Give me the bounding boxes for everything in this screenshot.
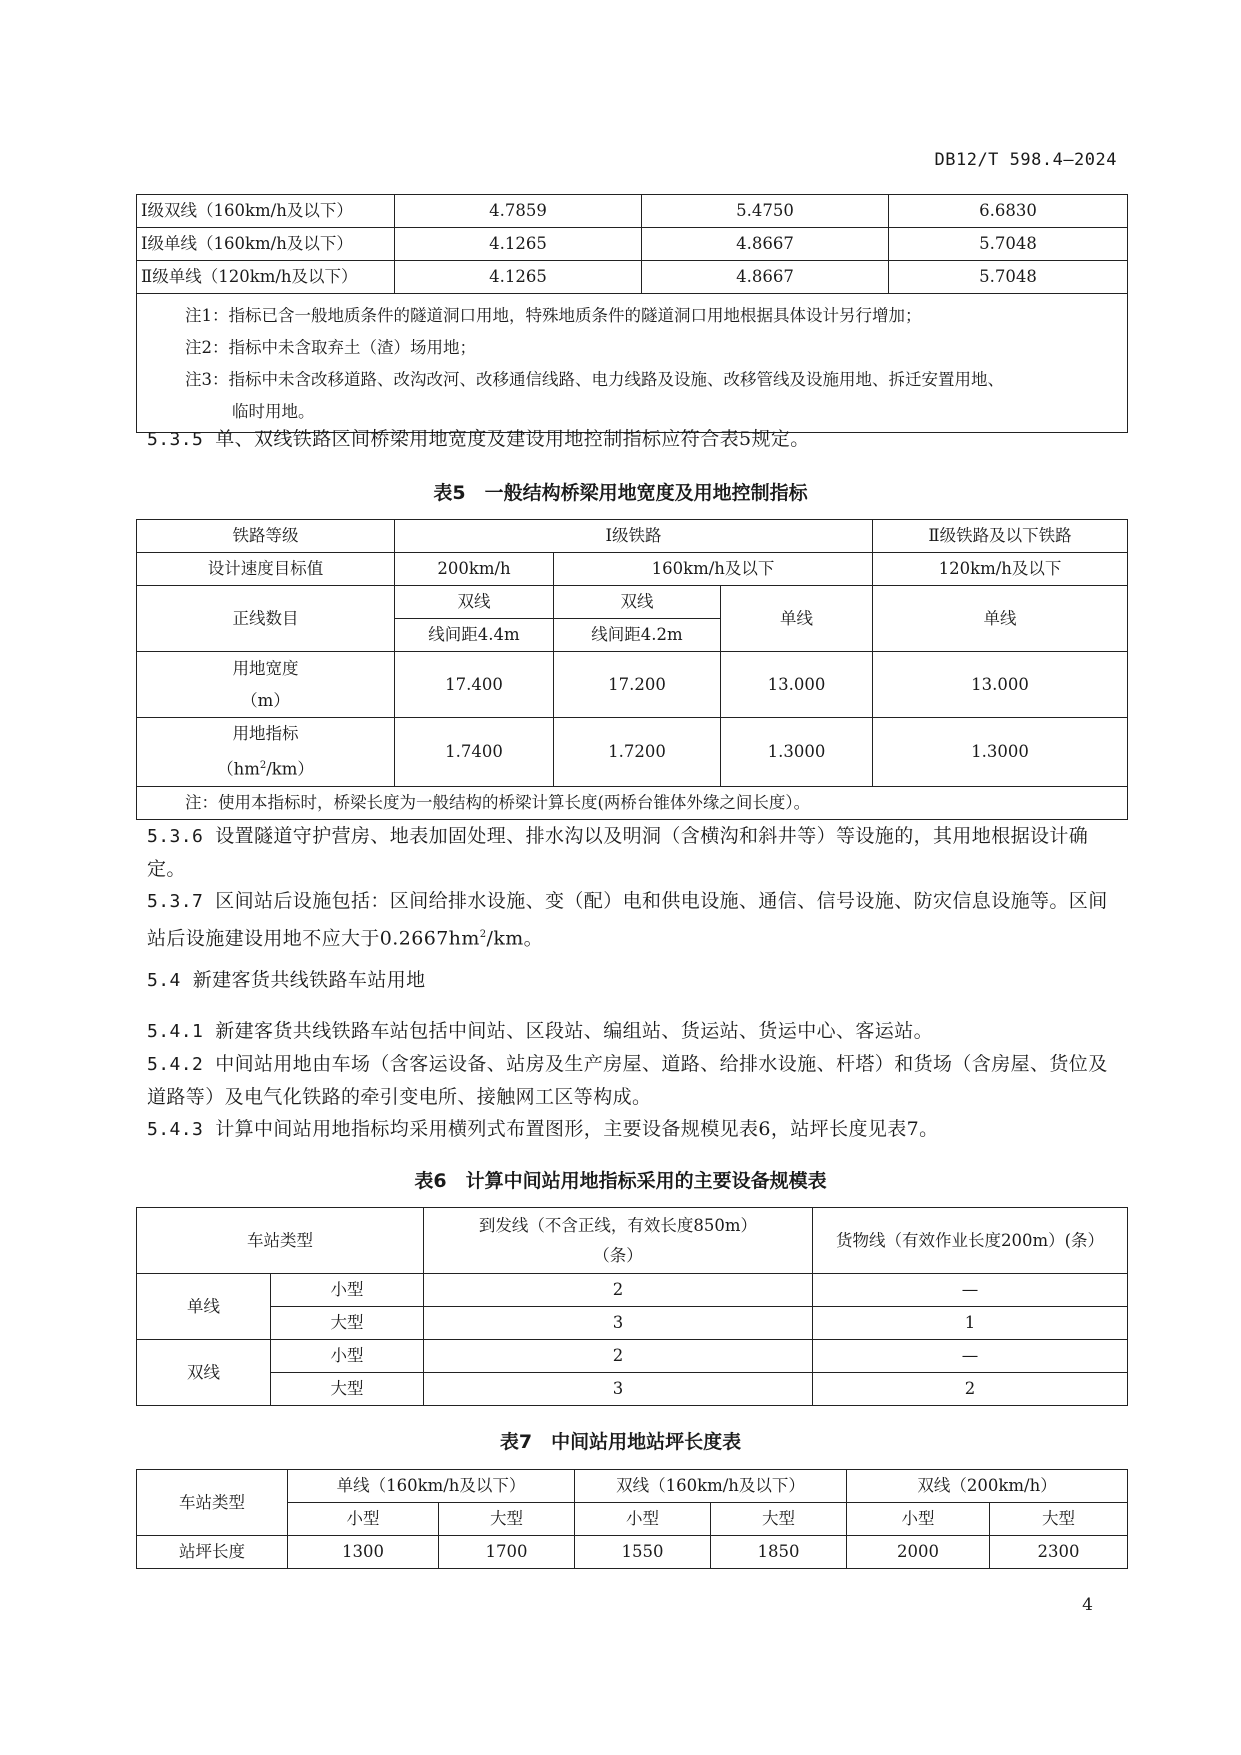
table-note: 注：使用本指标时，桥梁长度为一般结构的桥梁计算长度(两桥台锥体外缘之间长度）。: [137, 786, 1128, 819]
clause-number: 5.3.5: [147, 429, 204, 450]
table-header-cell: 双线: [395, 586, 554, 619]
table-header-cell: 200km/h: [395, 553, 554, 586]
clause-text: 中间站用地由车场（含客运设备、站房及生产房屋、道路、给排水设施、杆塔）和货场（含房屋、货位及道路等）及电气化铁路的牵引变电所、接触网工区等构成。: [147, 1053, 1108, 1108]
table-cell: 2: [424, 1274, 813, 1307]
clause-number: 5.3.7: [147, 891, 204, 912]
table-cell: 17.200: [554, 652, 721, 718]
table-cell: 大型: [271, 1373, 424, 1406]
table-header-cell: 单线: [873, 586, 1128, 652]
label-line: 用地指标: [232, 724, 299, 743]
table-row: [137, 718, 1128, 787]
superscript: 2: [479, 929, 487, 940]
table-row: [137, 786, 1128, 819]
clause-number: 5.4.3: [147, 1119, 204, 1140]
table-row: [137, 228, 1128, 261]
label-unit: [141, 750, 390, 786]
table-cell: Ⅰ级双线（160km/h及以下）: [137, 195, 395, 228]
clause-5-3-6: [147, 820, 1119, 886]
clause-5-3-5: [147, 423, 1119, 456]
table-cell: 1850: [711, 1536, 847, 1569]
table-header-cell: 大型: [711, 1503, 847, 1536]
table-header-cell: 货物线（有效作业长度200m）(条）: [813, 1208, 1128, 1274]
unit-part: /km）: [266, 759, 314, 779]
header-line: （条）: [593, 1245, 643, 1265]
table-cell: Ⅰ级单线（160km/h及以下）: [137, 228, 395, 261]
table-header-cell: 大型: [990, 1503, 1128, 1536]
table-header-cell: 小型: [288, 1503, 439, 1536]
table-cell: 5.7048: [889, 228, 1128, 261]
table-6-caption: 表6 计算中间站用地指标采用的主要设备规模表: [414, 1170, 827, 1192]
table-cell: 1550: [575, 1536, 711, 1569]
clause-5-3-7: [147, 885, 1119, 955]
table-header-cell: 线间距4.4m: [395, 619, 554, 652]
clause-number: 5.3.6: [147, 826, 204, 847]
table-header-cell: 单线（160km/h及以下）: [288, 1470, 575, 1503]
unit-superscript: 2: [259, 760, 267, 771]
table-cell: 1.7200: [554, 718, 721, 787]
table-header-cell: 单线: [721, 586, 873, 652]
table-header-cell: 小型: [575, 1503, 711, 1536]
table-header-cell: 大型: [439, 1503, 575, 1536]
table-cell: 17.400: [395, 652, 554, 718]
table-header-cell: 车站类型: [137, 1470, 288, 1536]
note-1: 注1：指标已含一般地质条件的隧道洞口用地，特殊地质条件的隧道洞口用地根据具体设计另行增加；: [185, 306, 922, 325]
table-cell: 5.7048: [889, 261, 1128, 294]
table-header-cell: 正线数目: [137, 586, 395, 652]
table-header-cell: Ⅰ级铁路: [395, 520, 873, 553]
table-cell: 小型: [271, 1274, 424, 1307]
clause-text: 单、双线铁路区间桥梁用地宽度及建设用地控制指标应符合表5规定。: [215, 428, 810, 450]
table-cell: 4.1265: [395, 228, 642, 261]
table-4-continued: [136, 194, 1128, 433]
table-6: [136, 1207, 1128, 1406]
table-cell: 2000: [847, 1536, 990, 1569]
table-cell: 小型: [271, 1340, 424, 1373]
table-notes: [137, 294, 1128, 433]
note-2: 注2：指标中未含取弃土（渣）场用地；: [185, 338, 476, 357]
table-cell: 4.7859: [395, 195, 642, 228]
table-cell: 1.7400: [395, 718, 554, 787]
table-cell: 4.8667: [642, 261, 889, 294]
table-header-cell: 小型: [847, 1503, 990, 1536]
table-header-cell: Ⅱ级铁路及以下铁路: [873, 520, 1128, 553]
section-number: 5.4: [147, 970, 181, 991]
table-row-label: [137, 652, 395, 718]
table-5-caption: 表5 一般结构桥梁用地宽度及用地控制指标: [433, 482, 808, 504]
clause-number: 5.4.2: [147, 1054, 204, 1075]
table-header-cell: [424, 1208, 813, 1274]
table-row: [137, 195, 1128, 228]
table-row: [137, 1274, 1128, 1307]
table-cell: 1.3000: [873, 718, 1128, 787]
table-group-cell: 单线: [137, 1274, 271, 1340]
table-row: [137, 553, 1128, 586]
section-title: 新建客货共线铁路车站用地: [192, 969, 426, 991]
table-cell: —: [813, 1340, 1128, 1373]
table-header-cell: 双线（160km/h及以下）: [575, 1470, 847, 1503]
table-row: [137, 652, 1128, 718]
table-header-cell: 线间距4.2m: [554, 619, 721, 652]
table-cell: 4.1265: [395, 261, 642, 294]
page-number: 4: [1082, 1595, 1093, 1615]
table-cell: 大型: [271, 1307, 424, 1340]
table-cell: 2: [424, 1340, 813, 1373]
table-cell: 1700: [439, 1536, 575, 1569]
document-code: DB12/T 598.4—2024: [934, 150, 1117, 170]
table-row: [137, 1470, 1128, 1503]
table-cell: 13.000: [721, 652, 873, 718]
table-notes-row: [137, 294, 1128, 433]
clause-5-4-2: [147, 1048, 1119, 1114]
table-header-cell: 设计速度目标值: [137, 553, 395, 586]
table-header-cell: 120km/h及以下: [873, 553, 1128, 586]
table-header-cell: 车站类型: [137, 1208, 424, 1274]
table-header-cell: 双线: [554, 586, 721, 619]
clause-number: 5.4.1: [147, 1021, 204, 1042]
table-cell: 1300: [288, 1536, 439, 1569]
table-row: [137, 1307, 1128, 1340]
table-7: [136, 1469, 1128, 1569]
unit-part: （hm: [217, 759, 260, 779]
clause-text: 计算中间站用地指标均采用横列式布置图形，主要设备规模见表6，站坪长度见表7。: [215, 1118, 939, 1140]
table-cell: —: [813, 1274, 1128, 1307]
table-cell: 3: [424, 1307, 813, 1340]
clause-5-4-1: [147, 1015, 1119, 1048]
clause-5-4-3: [147, 1113, 1119, 1146]
note-3: 注3：指标中未含改移道路、改沟改河、改移通信线路、电力线路及设施、改移管线及设施用地、拆迁安置用地、: [185, 370, 1004, 389]
table-row: [137, 1536, 1128, 1569]
table-row: [137, 586, 1128, 619]
table-cell: 1: [813, 1307, 1128, 1340]
table-header-cell: 160km/h及以下: [554, 553, 873, 586]
note-3-continued: 临时用地。: [232, 402, 315, 421]
table-cell: 4.8667: [642, 228, 889, 261]
table-cell: 3: [424, 1373, 813, 1406]
table-header-cell: 铁路等级: [137, 520, 395, 553]
table-cell: 6.6830: [889, 195, 1128, 228]
table-cell: Ⅱ级单线（120km/h及以下）: [137, 261, 395, 294]
table-cell: 2: [813, 1373, 1128, 1406]
header-line: 到发线（不含正线，有效长度850m）: [478, 1215, 758, 1235]
clause-text: 新建客货共线铁路车站包括中间站、区段站、编组站、货运站、货运中心、客运站。: [215, 1020, 933, 1042]
table-5: [136, 519, 1128, 820]
table-row-label: 站坪长度: [137, 1536, 288, 1569]
table-row: [137, 520, 1128, 553]
table-cell: 5.4750: [642, 195, 889, 228]
table-row: [137, 1373, 1128, 1406]
table-cell: 1.3000: [721, 718, 873, 787]
section-5-4-heading: [147, 964, 1119, 997]
table-row: [137, 1340, 1128, 1373]
table-row: [137, 261, 1128, 294]
table-header-cell: 双线（200km/h）: [847, 1470, 1128, 1503]
table-cell: 2300: [990, 1536, 1128, 1569]
clause-text: 设置隧道守护营房、地表加固处理、排水沟以及明洞（含横沟和斜井等）等设施的，其用地根据设计确定。: [147, 825, 1089, 880]
label-line: 用地宽度: [232, 658, 299, 678]
table-group-cell: 双线: [137, 1340, 271, 1406]
table-cell: 13.000: [873, 652, 1128, 718]
clause-text: 区间站后设施包括：区间给排水设施、变（配）电和供电设施、通信、信号设施、防灾信息设施等。区间站后设施建设用地不应大于0.2667hm: [147, 890, 1108, 950]
clause-text-end: /km。: [486, 927, 544, 950]
table-row: [137, 1208, 1128, 1274]
label-unit: （m）: [241, 690, 290, 710]
table-7-caption: 表7 中间站用地站坪长度表: [499, 1431, 742, 1453]
table-row-label: [137, 718, 395, 787]
